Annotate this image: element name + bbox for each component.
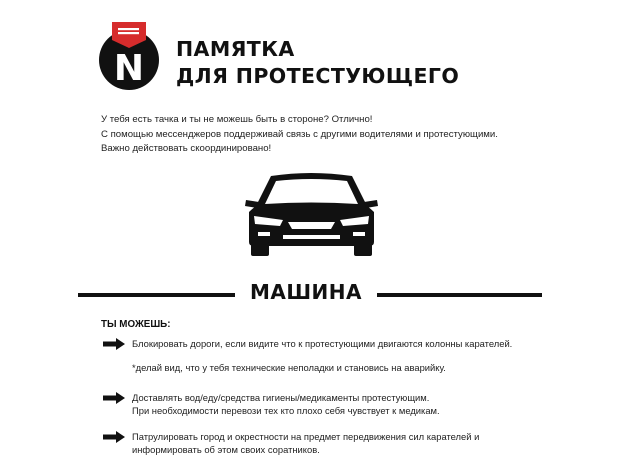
logo-letter: N [113, 48, 145, 89]
page-title [176, 36, 459, 90]
list-item-1-note: *делай вид, что у тебя технические неполадки и становись на аварийку. [132, 362, 446, 373]
arrow-right-icon [103, 392, 125, 404]
arrow-right-icon [103, 431, 125, 443]
can-do-heading: ТЫ МОЖЕШЬ: [101, 319, 171, 330]
intro-line-3: Важно действовать скоординировано! [101, 143, 272, 155]
list-item-1-line-1: Блокировать дороги, если видите что к протестующими двигаются колонны карателей. [132, 338, 513, 349]
intro-line-2: С помощью мессенджеров поддерживай связь с другими водителями и протестующими. [101, 128, 498, 140]
car-front-icon [243, 168, 380, 258]
intro-line-1: У тебя есть тачка и ты не можешь быть в стороне? Отлично! [101, 114, 373, 125]
intro-text [101, 113, 498, 157]
arrow-right-icon [103, 338, 125, 350]
newspaper-n-logo-icon [97, 20, 161, 92]
title-line-2: ДЛЯ ПРОТЕСТУЮЩЕГО [176, 64, 460, 88]
list-item-3-line-2: информировать об этом своих соратников. [132, 444, 320, 455]
section-title: МАШИНА [249, 280, 363, 304]
section-divider-left [78, 293, 235, 297]
list-item-2-line-1: Доставлять вод/еду/средства гигиены/медикаменты протестующим. [132, 392, 430, 403]
title-line-1: ПАМЯТКА [176, 37, 295, 61]
list-item-2-line-2: При необходимости перевози тех кто плохо себя чувствует к медикам. [132, 405, 440, 416]
list-item-3-line-1: Патрулировать город и окрестности на предмет передвижения сил карателей и [132, 431, 480, 442]
section-divider-right [377, 293, 542, 297]
